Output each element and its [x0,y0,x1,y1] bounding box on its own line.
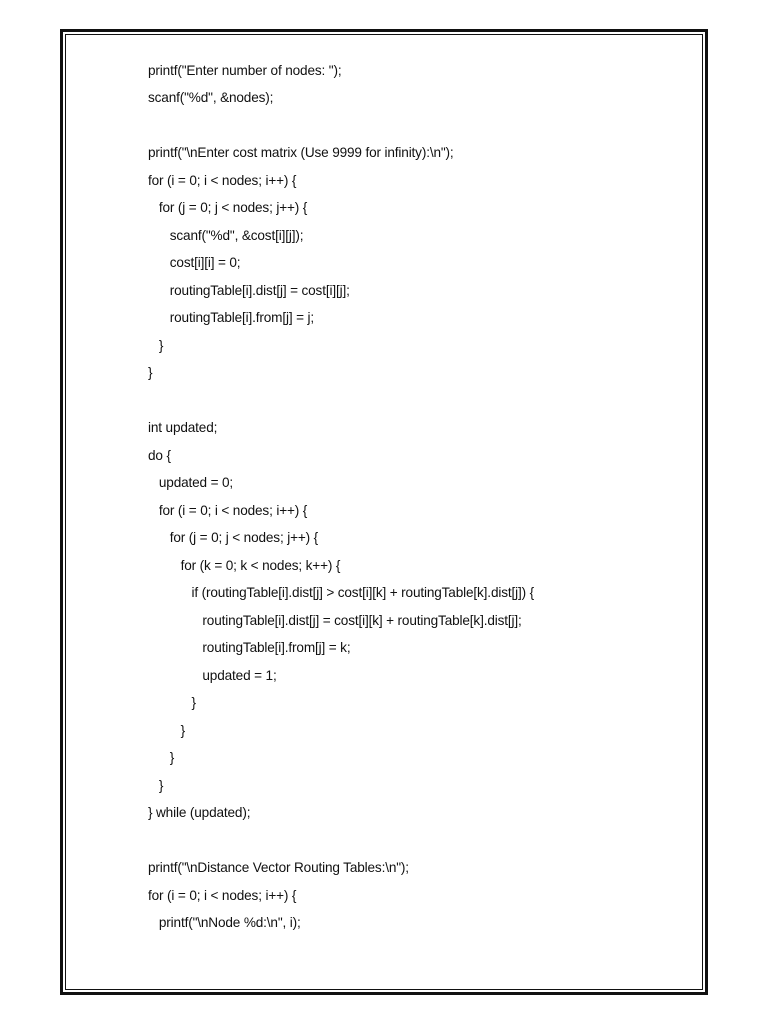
code-line: routingTable[i].from[j] = k; [148,640,351,655]
code-line: } [148,695,196,710]
code-line: scanf("%d", &cost[i][j]); [148,228,304,243]
code-line: int updated; [148,420,218,435]
code-line: } while (updated); [148,805,251,820]
code-line: do { [148,448,171,463]
code-line: } [148,338,164,353]
code-line: printf("\nEnter cost matrix (Use 9999 for infinity):\n"); [148,145,454,160]
code-line: for (i = 0; i < nodes; i++) { [148,503,308,518]
code-line: routingTable[i].dist[j] = cost[i][j]; [148,283,350,298]
code-line: } [148,365,153,380]
code-line: } [148,750,175,765]
code-line: cost[i][i] = 0; [148,255,241,270]
code-line: for (k = 0; k < nodes; k++) { [148,558,341,573]
code-line: routingTable[i].from[j] = j; [148,310,315,325]
code-line: routingTable[i].dist[j] = cost[i][k] + routingTable[k].dist[j]; [148,613,522,628]
code-line: } [148,723,186,738]
code-line: for (j = 0; j < nodes; j++) { [148,200,308,215]
code-line: printf("\nDistance Vector Routing Tables:\n"); [148,860,409,875]
code-line: if (routingTable[i].dist[j] > cost[i][k] + routingTable[k].dist[j]) { [148,585,535,600]
code-line: scanf("%d", &nodes); [148,90,274,105]
code-line: updated = 1; [148,668,277,683]
code-line: printf("Enter number of nodes: "); [148,63,342,78]
code-line: printf("\nNode %d:\n", i); [148,915,301,930]
code-line: for (j = 0; j < nodes; j++) { [148,530,319,545]
code-line: } [148,778,164,793]
code-line: updated = 0; [148,475,234,490]
code-line: for (i = 0; i < nodes; i++) { [148,173,297,188]
code-line: for (i = 0; i < nodes; i++) { [148,888,297,903]
